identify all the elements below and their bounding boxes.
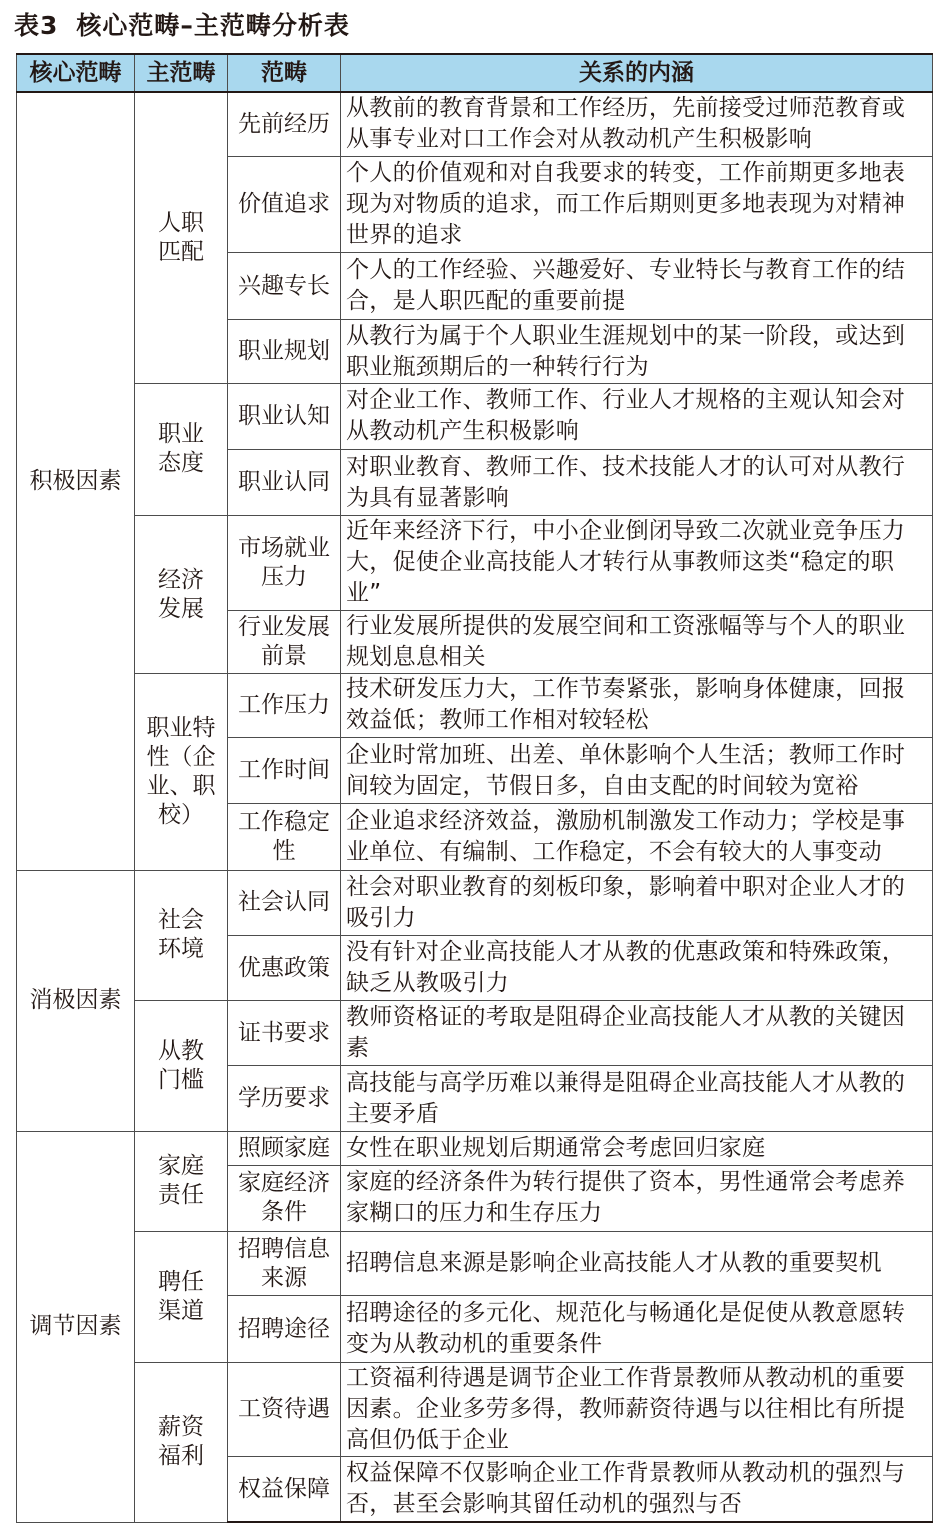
table-number: 表3	[14, 11, 59, 40]
meaning-cell: 对企业工作、教师工作、行业人才规格的主观认知会对从教动机产生积极影响	[341, 383, 933, 449]
category-label: 招聘信息来源	[238, 1235, 330, 1291]
main-label: 职业特性（企业、职校）	[146, 714, 216, 828]
table-row	[17, 870, 933, 935]
meaning-cell: 没有针对企业高技能人才从教的优惠政策和特殊政策，缺乏从教吸引力	[341, 935, 933, 1000]
table-title-text: 核心范畴–主范畴分析表	[76, 11, 350, 40]
category-cell	[228, 804, 341, 870]
meaning-cell: 高技能与高学历难以兼得是阻碍企业高技能人才从教的主要矛盾	[341, 1066, 933, 1131]
category-cell: 职业认知	[228, 383, 341, 449]
core-cell: 积极因素	[17, 92, 135, 870]
category-cell: 学历要求	[228, 1066, 341, 1131]
analysis-table	[16, 53, 933, 1523]
category-cell	[228, 516, 341, 610]
meaning-cell: 从教前的教育背景和工作经历，先前接受过师范教育或从事专业对口工作会对从教动机产生积极影响	[341, 92, 933, 156]
table-title	[14, 6, 350, 42]
meaning-cell: 从教行为属于个人职业生涯规划中的某一阶段，或达到职业瓶颈期后的一种转行行为	[341, 320, 933, 383]
meaning-cell: 招聘信息来源是影响企业高技能人才从教的重要契机	[341, 1232, 933, 1296]
category-cell: 证书要求	[228, 1001, 341, 1066]
table-row	[17, 92, 933, 156]
main-cell	[135, 92, 228, 383]
main-label: 人职匹配	[158, 209, 204, 265]
main-cell	[135, 673, 228, 870]
main-cell	[135, 1001, 228, 1132]
category-cell: 职业认同	[228, 449, 341, 515]
meaning-cell: 企业追求经济效益，激励机制激发工作动力；学校是事业单位、有编制、工作稳定，不会有较大的人事变动	[341, 804, 933, 870]
main-label: 从教门槛	[158, 1037, 204, 1093]
category-label: 市场就业压力	[238, 534, 330, 590]
meaning-cell: 行业发展所提供的发展空间和工资涨幅等与个人的职业规划息息相关	[341, 610, 933, 673]
main-label: 社会环境	[158, 907, 204, 963]
category-cell	[228, 1232, 341, 1296]
main-label: 薪资福利	[158, 1414, 204, 1470]
category-cell: 照顾家庭	[228, 1131, 341, 1165]
meaning-cell: 教师资格证的考取是阻碍企业高技能人才从教的关键因素	[341, 1001, 933, 1066]
category-cell: 优惠政策	[228, 935, 341, 1000]
table-row	[17, 1362, 933, 1456]
header-row	[17, 54, 933, 92]
core-cell: 消极因素	[17, 870, 135, 1131]
category-cell: 先前经历	[228, 92, 341, 156]
main-label: 聘任渠道	[158, 1268, 204, 1324]
meaning-cell: 近年来经济下行，中小企业倒闭导致二次就业竞争压力大，促使企业高技能人才转行从事教师这类“稳定的职业”	[341, 516, 933, 610]
meaning-cell: 工资福利待遇是调节企业工作背景教师从教动机的重要因素。企业多劳多得，教师薪资待遇与以往相比有所提高但仍低于企业	[341, 1362, 933, 1456]
category-cell: 工作时间	[228, 738, 341, 804]
meaning-cell: 技术研发压力大，工作节奏紧张，影响身体健康，回报效益低；教师工作相对较轻松	[341, 673, 933, 737]
main-cell	[135, 1131, 228, 1231]
meaning-cell: 社会对职业教育的刻板印象，影响着中职对企业人才的吸引力	[341, 870, 933, 935]
table-row	[17, 383, 933, 449]
category-cell: 社会认同	[228, 870, 341, 935]
main-label: 家庭责任	[158, 1153, 204, 1209]
main-cell	[135, 383, 228, 516]
main-cell	[135, 1232, 228, 1363]
header-main: 主范畴	[135, 54, 228, 92]
header-core: 核心范畴	[17, 54, 135, 92]
category-label: 工作稳定性	[238, 809, 330, 865]
meaning-cell: 个人的价值观和对自我要求的转变，工作前期更多地表现为对物质的追求，而工作后期则更多地表现为对精神世界的追求	[341, 156, 933, 252]
meaning-cell: 对职业教育、教师工作、技术技能人才的认可对从教行为具有显著影响	[341, 449, 933, 515]
meaning-cell: 企业时常加班、出差、单休影响个人生活；教师工作时间较为固定，节假日多，自由支配的时间较为宽裕	[341, 738, 933, 804]
meaning-cell: 个人的工作经验、兴趣爱好、专业特长与教育工作的结合，是人职匹配的重要前提	[341, 253, 933, 320]
meaning-cell: 权益保障不仅影响企业工作背景教师从教动机的强烈与否，甚至会影响其留任动机的强烈与否	[341, 1457, 933, 1522]
core-cell: 调节因素	[17, 1131, 135, 1522]
category-cell	[228, 1165, 341, 1231]
category-cell: 工资待遇	[228, 1362, 341, 1456]
category-cell: 招聘途径	[228, 1296, 341, 1362]
main-label: 职业态度	[158, 421, 204, 477]
main-cell	[135, 1362, 228, 1522]
meaning-cell: 女性在职业规划后期通常会考虑回归家庭	[341, 1131, 933, 1165]
category-cell: 工作压力	[228, 673, 341, 737]
category-label: 家庭经济条件	[238, 1170, 330, 1226]
table-row	[17, 1001, 933, 1066]
table-row	[17, 673, 933, 737]
category-cell: 权益保障	[228, 1457, 341, 1522]
header-category: 范畴	[228, 54, 341, 92]
header-meaning: 关系的内涵	[341, 54, 933, 92]
table-row	[17, 1131, 933, 1165]
meaning-cell: 招聘途径的多元化、规范化与畅通化是促使从教意愿转变为从教动机的重要条件	[341, 1296, 933, 1362]
table-row	[17, 516, 933, 610]
main-cell	[135, 516, 228, 674]
meaning-cell: 家庭的经济条件为转行提供了资本，男性通常会考虑养家糊口的压力和生存压力	[341, 1165, 933, 1231]
main-label: 经济发展	[158, 566, 204, 622]
category-cell	[228, 610, 341, 673]
category-cell: 兴趣专长	[228, 253, 341, 320]
category-cell: 职业规划	[228, 320, 341, 383]
main-cell	[135, 870, 228, 1001]
table-row	[17, 1232, 933, 1296]
category-cell: 价值追求	[228, 156, 341, 252]
category-label: 行业发展前景	[238, 613, 330, 669]
